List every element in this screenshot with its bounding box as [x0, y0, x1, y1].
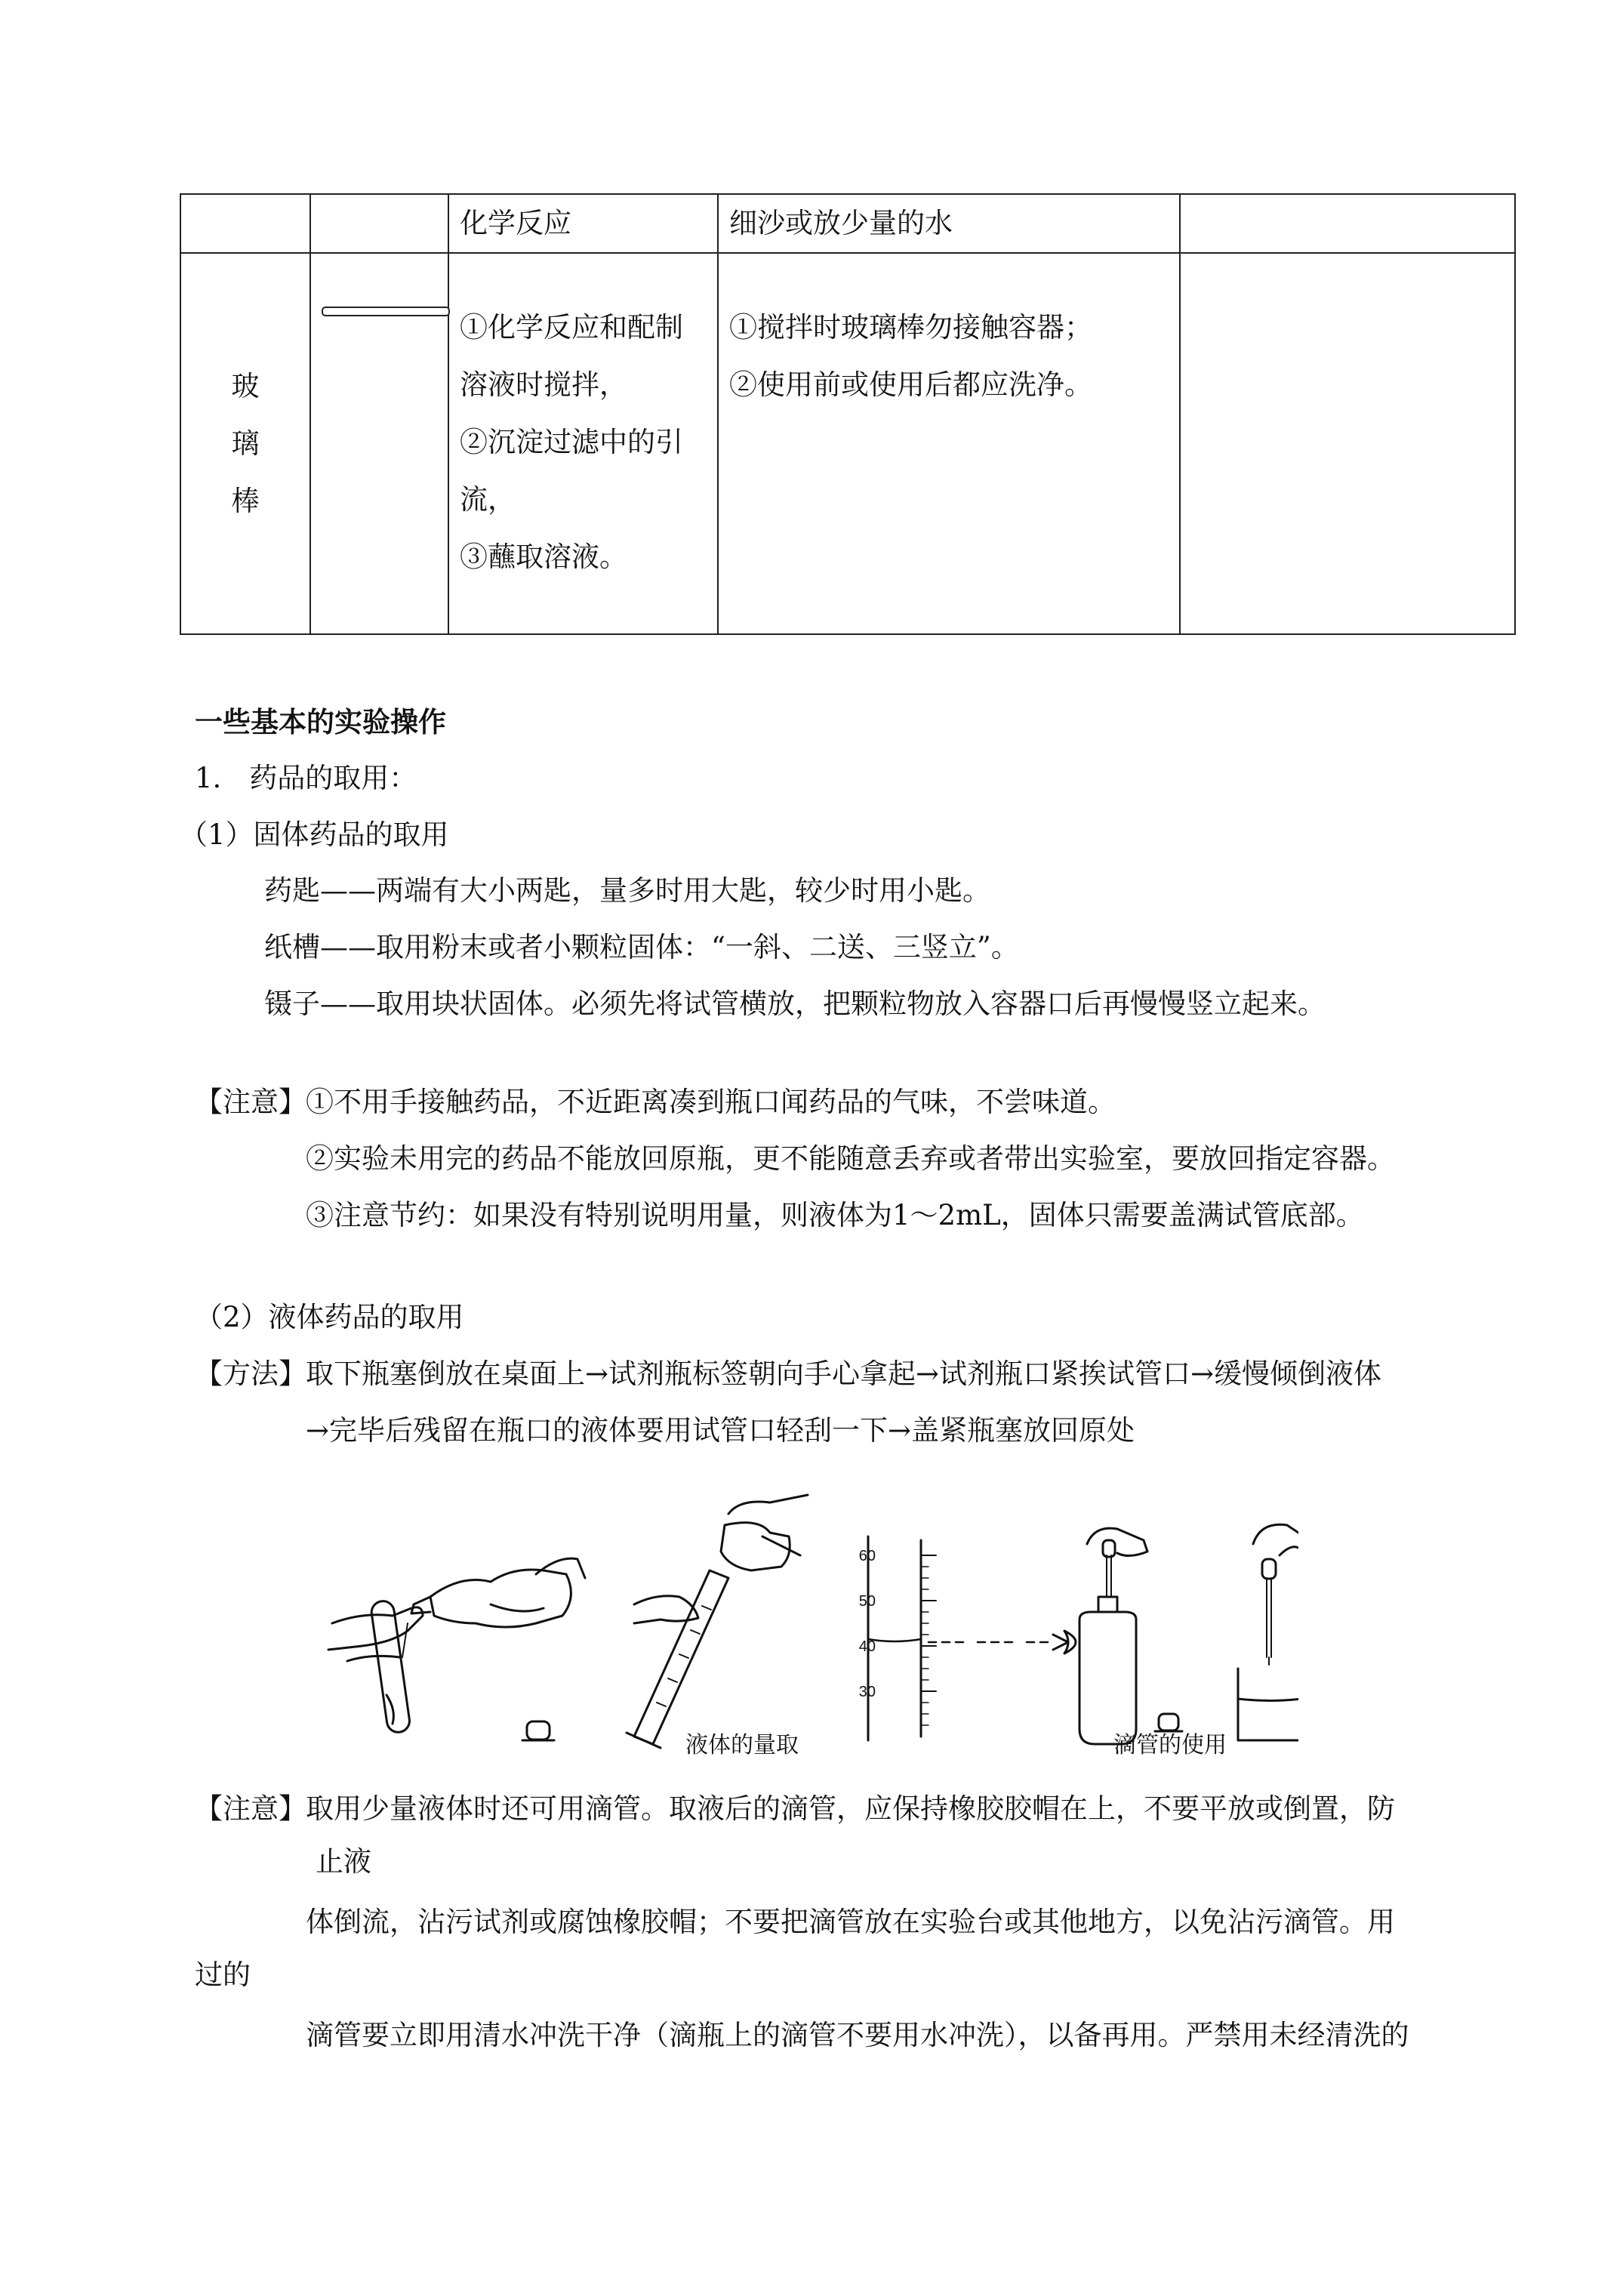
figure-caption-dropper: 滴管的使用: [1113, 1732, 1227, 1758]
table-cell-picture: [310, 194, 448, 253]
table-cell-name: [180, 253, 310, 634]
method-line: 取下瓶塞倒放在桌面上→试剂瓶标签朝向手心拿起→试剂瓶口紧挨试管口→缓慢倾倒液体: [306, 1358, 1382, 1390]
use-line: 溶液时搅拌，: [460, 368, 627, 401]
solid-line: 镊子——取用块状固体。必须先将试管横放，把颗粒物放入容器口后再慢慢竖立起来。: [264, 988, 1326, 1020]
solid-heading: （1）固体药品的取用: [180, 818, 449, 851]
table-row: [180, 194, 1515, 253]
table-cell-name: [180, 194, 310, 253]
dropper-bottle-illustration: [1079, 1528, 1182, 1744]
table-cell-extra: [1180, 194, 1515, 253]
name-char: 棒: [231, 484, 260, 517]
table-row: [180, 253, 1515, 634]
table-cell-use: [448, 253, 718, 634]
notice-line: 体倒流，沾污试剂或腐蚀橡胶帽；不要把滴管放在实验台或其他地方，以免沾污滴管。用: [306, 1906, 1395, 1938]
notice-label: 【注意】: [195, 1086, 306, 1118]
notice-line: 止液: [316, 1845, 371, 1878]
use-line: 流，: [460, 483, 516, 516]
pouring-illustration: [328, 1558, 585, 1740]
solid-line: 药匙——两端有大小两匙，量多时用大匙，较少时用小匙。: [264, 874, 990, 907]
note-line: ②使用前或使用后都应洗净。: [729, 368, 1092, 401]
scale-reading-illustration: [868, 1536, 1076, 1740]
table-cell-note: 细沙或放少量的水: [718, 194, 1180, 253]
apparatus-table: [180, 193, 1516, 635]
figure-caption-measuring: 液体的量取: [685, 1732, 799, 1758]
liquid-handling-figure: [317, 1484, 1298, 1763]
scale-tick-label: 40: [858, 1638, 876, 1655]
notice-line: ②实验未用完的药品不能放回原瓶，更不能随意丢弃或者带出实验室，要放回指定容器。: [306, 1142, 1395, 1175]
section-title: 一些基本的实验操作: [195, 705, 446, 738]
liquid-heading: （2）液体药品的取用: [195, 1301, 464, 1333]
notice-line: 过的: [195, 1959, 251, 1991]
measuring-cylinder-illustration: [627, 1495, 808, 1748]
notice-line: ①不用手接触药品，不近距离凑到瓶口闻药品的气味，不尝味道。: [306, 1086, 1116, 1118]
method-label: 【方法】: [195, 1358, 306, 1390]
use-line: ②沉淀过滤中的引: [460, 426, 683, 458]
name-char: 玻: [231, 369, 260, 402]
scale-tick-label: 60: [858, 1548, 876, 1564]
solid-line: 纸槽——取用粉末或者小颗粒固体：“一斜、二送、三竖立”。: [264, 931, 1019, 963]
scale-tick-label: 50: [858, 1593, 876, 1610]
item-heading: 1. 药品的取用：: [195, 762, 417, 794]
note-line: ①搅拌时玻璃棒勿接触容器；: [729, 311, 1092, 344]
table-cell-extra: [1180, 253, 1515, 634]
table-cell-note: [718, 253, 1180, 634]
use-line: ①化学反应和配制: [460, 311, 683, 344]
notice-line: ③注意节约：如果没有特别说明用量，则液体为1～2mL，固体只需要盖满试管底部。: [306, 1199, 1364, 1231]
method-line: →完毕后残留在瓶口的液体要用试管口轻刮一下→盖紧瓶塞放回原处: [306, 1414, 1135, 1447]
notice-line: 取用少量液体时还可用滴管。取液后的滴管，应保持橡胶胶帽在上，不要平放或倒置，防: [306, 1792, 1395, 1825]
scale-tick-label: 30: [858, 1684, 876, 1700]
use-line: ③蘸取溶液。: [460, 541, 627, 573]
glass-rod-illustration: [322, 307, 450, 316]
table-cell-use: 化学反应: [448, 194, 718, 253]
name-char: 璃: [231, 427, 260, 460]
notice-line: 滴管要立即用清水冲洗干净（滴瓶上的滴管不要用水冲洗），以备再用。严禁用未经清洗的: [306, 2019, 1409, 2051]
dropper-beaker-illustration: [1238, 1524, 1298, 1740]
notice-label: 【注意】: [195, 1792, 306, 1825]
table-cell-picture: [310, 253, 448, 634]
